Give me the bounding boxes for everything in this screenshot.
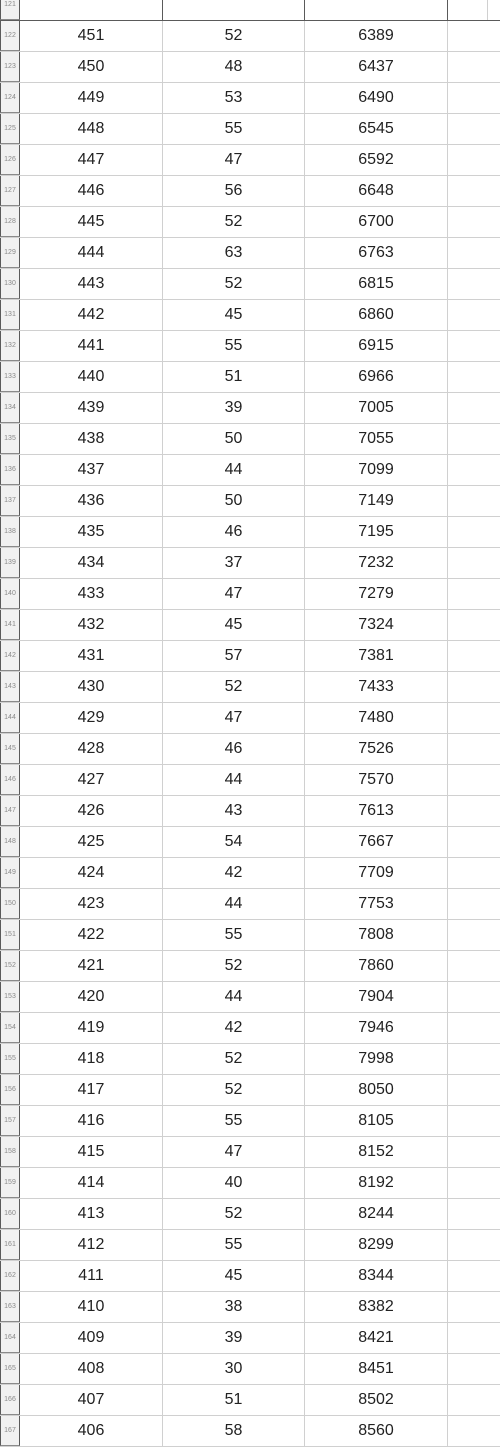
cell-empty[interactable] xyxy=(448,1044,500,1074)
table-row xyxy=(0,1013,500,1044)
cell-count[interactable]: 52 xyxy=(163,269,305,299)
cell-count[interactable]: 63 xyxy=(163,238,305,268)
row-header[interactable]: 146 xyxy=(0,765,20,795)
row-header[interactable]: 158 xyxy=(0,1137,20,1167)
row-header[interactable]: 151 xyxy=(0,920,20,950)
cell-count[interactable]: 46 xyxy=(163,517,305,547)
cell-cumulative[interactable]: 7279 xyxy=(305,579,448,609)
cell-count[interactable]: 47 xyxy=(163,145,305,175)
cell-count[interactable]: 50 xyxy=(163,424,305,454)
cell-cumulative[interactable]: 7613 xyxy=(305,796,448,826)
table-row xyxy=(0,1137,500,1168)
cell-score[interactable]: 434 xyxy=(20,548,163,578)
cell-empty[interactable] xyxy=(448,176,500,206)
table-row xyxy=(0,21,500,52)
row-header[interactable]: 121 xyxy=(0,0,20,20)
cell-cumulative[interactable]: 8152 xyxy=(305,1137,448,1167)
cell-cumulative[interactable]: 7099 xyxy=(305,455,448,485)
cell-count[interactable]: 53 xyxy=(163,83,305,113)
table-row xyxy=(0,827,500,858)
cell-empty[interactable] xyxy=(448,1416,500,1446)
cell-empty[interactable] xyxy=(448,486,500,516)
cell-count[interactable]: 51 xyxy=(163,362,305,392)
cell-cumulative[interactable]: 8344 xyxy=(305,1261,448,1291)
cell-empty[interactable] xyxy=(448,1230,500,1260)
row-header[interactable]: 145 xyxy=(0,734,20,764)
cell-count[interactable]: 44 xyxy=(163,455,305,485)
table-row xyxy=(0,672,500,703)
cell-empty[interactable] xyxy=(448,1168,500,1198)
table-row xyxy=(0,83,500,114)
table-row xyxy=(0,486,500,517)
cell-count[interactable]: 50 xyxy=(163,486,305,516)
table-row xyxy=(0,0,500,21)
cell-score[interactable]: 424 xyxy=(20,858,163,888)
table-row xyxy=(0,703,500,734)
cell-score[interactable]: 414 xyxy=(20,1168,163,1198)
cell-count[interactable]: 57 xyxy=(163,641,305,671)
cell-empty[interactable] xyxy=(448,951,500,981)
table-row xyxy=(0,579,500,610)
cell-cumulative[interactable]: 7753 xyxy=(305,889,448,919)
cell-cumulative[interactable]: 8050 xyxy=(305,1075,448,1105)
row-header[interactable]: 162 xyxy=(0,1261,20,1291)
cell-cumulative[interactable]: 6437 xyxy=(305,52,448,82)
cell-score[interactable]: 406 xyxy=(20,1416,163,1446)
table-row xyxy=(0,889,500,920)
cell-count[interactable]: 45 xyxy=(163,1261,305,1291)
row-header[interactable]: 148 xyxy=(0,827,20,857)
table-row xyxy=(0,548,500,579)
row-header[interactable]: 159 xyxy=(0,1168,20,1198)
cell-count[interactable]: 39 xyxy=(163,393,305,423)
cell-empty[interactable] xyxy=(448,83,500,113)
cell-score[interactable]: 431 xyxy=(20,641,163,671)
cell-score[interactable]: 411 xyxy=(20,1261,163,1291)
cell-score[interactable]: 446 xyxy=(20,176,163,206)
table-row xyxy=(0,52,500,83)
cell-empty[interactable] xyxy=(448,517,500,547)
cell-count[interactable]: 45 xyxy=(163,300,305,330)
table-row xyxy=(0,734,500,765)
row-header[interactable]: 124 xyxy=(0,83,20,113)
cell-empty[interactable] xyxy=(448,455,500,485)
cell-count[interactable]: 51 xyxy=(163,1385,305,1415)
table-row xyxy=(0,1199,500,1230)
cell-empty[interactable] xyxy=(448,579,500,609)
cell-count[interactable]: 39 xyxy=(163,1323,305,1353)
table-row xyxy=(0,114,500,145)
cell-cumulative[interactable]: 8451 xyxy=(305,1354,448,1384)
cell-count[interactable]: 52 xyxy=(163,207,305,237)
cell-cumulative[interactable]: 7381 xyxy=(305,641,448,671)
cell-count[interactable]: 40 xyxy=(163,1168,305,1198)
row-header[interactable]: 161 xyxy=(0,1230,20,1260)
row-header[interactable]: 144 xyxy=(0,703,20,733)
cell-empty[interactable] xyxy=(448,300,500,330)
cell-empty[interactable] xyxy=(448,145,500,175)
row-header[interactable]: 143 xyxy=(0,672,20,702)
table-row xyxy=(0,145,500,176)
cell-count[interactable]: 52 xyxy=(163,672,305,702)
table-row xyxy=(0,858,500,889)
row-header[interactable]: 131 xyxy=(0,300,20,330)
cell-count[interactable] xyxy=(163,0,305,20)
cell-score[interactable]: 429 xyxy=(20,703,163,733)
row-header[interactable]: 129 xyxy=(0,238,20,268)
cell-empty[interactable] xyxy=(448,362,500,392)
row-header[interactable]: 138 xyxy=(0,517,20,547)
cell-score[interactable]: 419 xyxy=(20,1013,163,1043)
cell-empty[interactable] xyxy=(448,21,500,51)
table-row xyxy=(0,517,500,548)
cell-count[interactable]: 30 xyxy=(163,1354,305,1384)
row-header[interactable]: 147 xyxy=(0,796,20,826)
table-row xyxy=(0,1385,500,1416)
row-header[interactable]: 122 xyxy=(0,21,20,51)
cell-cumulative[interactable]: 7946 xyxy=(305,1013,448,1043)
cell-empty[interactable] xyxy=(448,207,500,237)
cell-score[interactable]: 422 xyxy=(20,920,163,950)
cell-score[interactable]: 443 xyxy=(20,269,163,299)
cell-score[interactable]: 426 xyxy=(20,796,163,826)
cell-score[interactable]: 413 xyxy=(20,1199,163,1229)
cell-empty[interactable] xyxy=(448,238,500,268)
cell-score[interactable]: 412 xyxy=(20,1230,163,1260)
cell-cumulative[interactable]: 8560 xyxy=(305,1416,448,1446)
cell-count[interactable]: 52 xyxy=(163,1075,305,1105)
row-header[interactable]: 139 xyxy=(0,548,20,578)
cell-empty[interactable] xyxy=(448,1137,500,1167)
row-header[interactable]: 126 xyxy=(0,145,20,175)
cell-count[interactable]: 52 xyxy=(163,951,305,981)
cell-count[interactable]: 52 xyxy=(163,1044,305,1074)
cell-empty[interactable] xyxy=(448,114,500,144)
cell-cumulative[interactable]: 7570 xyxy=(305,765,448,795)
cell-cumulative[interactable]: 7149 xyxy=(305,486,448,516)
row-header[interactable]: 167 xyxy=(0,1416,20,1446)
cell-score[interactable]: 420 xyxy=(20,982,163,1012)
cell-empty[interactable] xyxy=(448,827,500,857)
cell-score[interactable]: 438 xyxy=(20,424,163,454)
cell-empty[interactable] xyxy=(448,796,500,826)
cell-empty[interactable] xyxy=(448,982,500,1012)
row-header[interactable]: 166 xyxy=(0,1385,20,1415)
cell-score[interactable]: 447 xyxy=(20,145,163,175)
cell-count[interactable]: 47 xyxy=(163,579,305,609)
cell-cumulative[interactable]: 7195 xyxy=(305,517,448,547)
table-row xyxy=(0,1106,500,1137)
table-row xyxy=(0,238,500,269)
row-header[interactable]: 125 xyxy=(0,114,20,144)
cell-count[interactable]: 44 xyxy=(163,889,305,919)
table-row xyxy=(0,641,500,672)
cell-count[interactable]: 52 xyxy=(163,21,305,51)
table-row xyxy=(0,951,500,982)
row-header[interactable]: 135 xyxy=(0,424,20,454)
cell-cumulative[interactable]: 8105 xyxy=(305,1106,448,1136)
cell-empty[interactable] xyxy=(448,641,500,671)
row-header[interactable]: 164 xyxy=(0,1323,20,1353)
table-row xyxy=(0,176,500,207)
cell-score[interactable]: 408 xyxy=(20,1354,163,1384)
table-row xyxy=(0,1044,500,1075)
table-row xyxy=(0,362,500,393)
cell-count[interactable]: 55 xyxy=(163,331,305,361)
row-header[interactable]: 155 xyxy=(0,1044,20,1074)
cell-empty[interactable] xyxy=(448,610,500,640)
row-header[interactable]: 150 xyxy=(0,889,20,919)
cell-empty[interactable] xyxy=(448,52,500,82)
cell-cumulative[interactable]: 7324 xyxy=(305,610,448,640)
cell-score[interactable]: 437 xyxy=(20,455,163,485)
cell-cumulative[interactable]: 7526 xyxy=(305,734,448,764)
table-row xyxy=(0,765,500,796)
cell-empty[interactable] xyxy=(448,331,500,361)
table-row xyxy=(0,920,500,951)
cell-score[interactable]: 435 xyxy=(20,517,163,547)
cell-score[interactable]: 445 xyxy=(20,207,163,237)
cell-count[interactable]: 55 xyxy=(163,1230,305,1260)
cell-empty[interactable] xyxy=(448,1013,500,1043)
cell-score[interactable]: 436 xyxy=(20,486,163,516)
cell-count[interactable]: 54 xyxy=(163,827,305,857)
table-row xyxy=(0,1230,500,1261)
cell-cumulative[interactable]: 8421 xyxy=(305,1323,448,1353)
table-row xyxy=(0,1354,500,1385)
cell-cumulative[interactable]: 7005 xyxy=(305,393,448,423)
row-header[interactable]: 137 xyxy=(0,486,20,516)
cell-count[interactable]: 42 xyxy=(163,1013,305,1043)
cell-cumulative[interactable]: 7808 xyxy=(305,920,448,950)
cell-score[interactable]: 439 xyxy=(20,393,163,423)
cell-count[interactable]: 46 xyxy=(163,734,305,764)
cell-score[interactable]: 449 xyxy=(20,83,163,113)
cell-score[interactable]: 407 xyxy=(20,1385,163,1415)
cell-empty[interactable] xyxy=(448,269,500,299)
cell-score[interactable]: 440 xyxy=(20,362,163,392)
cell-score[interactable]: 409 xyxy=(20,1323,163,1353)
cell-score[interactable]: 433 xyxy=(20,579,163,609)
cell-cumulative[interactable]: 7480 xyxy=(305,703,448,733)
cell-count[interactable]: 45 xyxy=(163,610,305,640)
row-header[interactable]: 160 xyxy=(0,1199,20,1229)
cell-cumulative[interactable]: 6592 xyxy=(305,145,448,175)
table-row xyxy=(0,393,500,424)
cell-cumulative[interactable]: 6490 xyxy=(305,83,448,113)
row-header[interactable]: 134 xyxy=(0,393,20,423)
cell-empty[interactable] xyxy=(448,1354,500,1384)
cell-score[interactable]: 416 xyxy=(20,1106,163,1136)
table-row xyxy=(0,1261,500,1292)
cell-score[interactable]: 442 xyxy=(20,300,163,330)
cell-empty[interactable] xyxy=(448,765,500,795)
cell-score[interactable]: 418 xyxy=(20,1044,163,1074)
table-row xyxy=(0,1292,500,1323)
table-row xyxy=(0,1075,500,1106)
table-row xyxy=(0,610,500,641)
cell-empty[interactable] xyxy=(448,1385,500,1415)
row-header[interactable]: 154 xyxy=(0,1013,20,1043)
cell-empty[interactable] xyxy=(448,1199,500,1229)
cell-empty[interactable] xyxy=(448,1323,500,1353)
cell-score[interactable]: 444 xyxy=(20,238,163,268)
cell-cumulative[interactable]: 6860 xyxy=(305,300,448,330)
table-row xyxy=(0,1323,500,1354)
cell-score[interactable]: 441 xyxy=(20,331,163,361)
cell-count[interactable]: 52 xyxy=(163,1199,305,1229)
row-header[interactable]: 152 xyxy=(0,951,20,981)
cell-empty[interactable] xyxy=(448,1292,500,1322)
row-header[interactable]: 127 xyxy=(0,176,20,206)
cell-cumulative[interactable]: 8502 xyxy=(305,1385,448,1415)
cell-cumulative[interactable]: 7232 xyxy=(305,548,448,578)
cell-count[interactable]: 55 xyxy=(163,1106,305,1136)
table-row xyxy=(0,424,500,455)
cell-empty[interactable] xyxy=(448,1261,500,1291)
table-row xyxy=(0,207,500,238)
cell-score[interactable]: 410 xyxy=(20,1292,163,1322)
cell-cumulative[interactable]: 6545 xyxy=(305,114,448,144)
row-header[interactable]: 141 xyxy=(0,610,20,640)
table-row xyxy=(0,331,500,362)
cell-count[interactable]: 44 xyxy=(163,765,305,795)
cell-cumulative[interactable] xyxy=(305,0,448,20)
cell-count[interactable]: 42 xyxy=(163,858,305,888)
cell-empty[interactable] xyxy=(448,393,500,423)
table-row xyxy=(0,1416,500,1447)
cell-score[interactable]: 421 xyxy=(20,951,163,981)
cell-count[interactable]: 47 xyxy=(163,1137,305,1167)
cell-cumulative[interactable]: 6915 xyxy=(305,331,448,361)
cell-count[interactable]: 56 xyxy=(163,176,305,206)
row-header[interactable]: 157 xyxy=(0,1106,20,1136)
cell-empty[interactable] xyxy=(448,734,500,764)
cell-score[interactable]: 427 xyxy=(20,765,163,795)
table-row xyxy=(0,796,500,827)
cell-empty[interactable] xyxy=(448,1075,500,1105)
table-row xyxy=(0,269,500,300)
cell-count[interactable]: 47 xyxy=(163,703,305,733)
table-row xyxy=(0,982,500,1013)
cell-score[interactable] xyxy=(20,0,163,20)
row-header[interactable]: 149 xyxy=(0,858,20,888)
cell-cumulative[interactable]: 8244 xyxy=(305,1199,448,1229)
cell-empty[interactable] xyxy=(448,703,500,733)
cell-cumulative[interactable]: 6389 xyxy=(305,21,448,51)
row-header[interactable]: 132 xyxy=(0,331,20,361)
cell-empty[interactable] xyxy=(448,920,500,950)
cell-cumulative[interactable]: 8192 xyxy=(305,1168,448,1198)
cell-empty[interactable] xyxy=(448,858,500,888)
cell-count[interactable]: 38 xyxy=(163,1292,305,1322)
cell-score[interactable]: 448 xyxy=(20,114,163,144)
row-header[interactable]: 165 xyxy=(0,1354,20,1384)
row-header[interactable]: 153 xyxy=(0,982,20,1012)
cell-score[interactable]: 450 xyxy=(20,52,163,82)
row-header[interactable]: 133 xyxy=(0,362,20,392)
cell-empty[interactable] xyxy=(448,548,500,578)
row-header[interactable]: 128 xyxy=(0,207,20,237)
row-header[interactable]: 156 xyxy=(0,1075,20,1105)
cell-cumulative[interactable]: 7667 xyxy=(305,827,448,857)
table-row xyxy=(0,1168,500,1199)
cell-count[interactable]: 44 xyxy=(163,982,305,1012)
cell-score[interactable]: 430 xyxy=(20,672,163,702)
cell-score[interactable]: 432 xyxy=(20,610,163,640)
row-header[interactable]: 123 xyxy=(0,52,20,82)
cell-empty[interactable] xyxy=(448,424,500,454)
cell-empty[interactable] xyxy=(448,0,488,20)
table-row xyxy=(0,455,500,486)
cell-cumulative[interactable]: 6700 xyxy=(305,207,448,237)
cell-cumulative[interactable]: 7998 xyxy=(305,1044,448,1074)
cell-cumulative[interactable]: 7860 xyxy=(305,951,448,981)
cell-score[interactable]: 415 xyxy=(20,1137,163,1167)
cell-score[interactable]: 428 xyxy=(20,734,163,764)
row-header[interactable]: 142 xyxy=(0,641,20,671)
cell-score[interactable]: 425 xyxy=(20,827,163,857)
cell-cumulative[interactable]: 6648 xyxy=(305,176,448,206)
cell-empty[interactable] xyxy=(448,1106,500,1136)
cell-count[interactable]: 37 xyxy=(163,548,305,578)
cell-cumulative[interactable]: 7904 xyxy=(305,982,448,1012)
table-row xyxy=(0,300,500,331)
cell-count[interactable]: 58 xyxy=(163,1416,305,1446)
cell-score[interactable]: 451 xyxy=(20,21,163,51)
cell-count[interactable]: 48 xyxy=(163,52,305,82)
row-header[interactable]: 140 xyxy=(0,579,20,609)
cell-count[interactable]: 43 xyxy=(163,796,305,826)
cell-cumulative[interactable]: 8299 xyxy=(305,1230,448,1260)
cell-cumulative[interactable]: 6815 xyxy=(305,269,448,299)
cell-cumulative[interactable]: 6763 xyxy=(305,238,448,268)
cell-cumulative[interactable]: 8382 xyxy=(305,1292,448,1322)
cell-count[interactable]: 55 xyxy=(163,114,305,144)
cell-cumulative[interactable]: 6966 xyxy=(305,362,448,392)
row-header[interactable]: 136 xyxy=(0,455,20,485)
cell-count[interactable]: 55 xyxy=(163,920,305,950)
cell-cumulative[interactable]: 7433 xyxy=(305,672,448,702)
cell-score[interactable]: 423 xyxy=(20,889,163,919)
cell-cumulative[interactable]: 7055 xyxy=(305,424,448,454)
row-header[interactable]: 130 xyxy=(0,269,20,299)
cell-cumulative[interactable]: 7709 xyxy=(305,858,448,888)
cell-empty[interactable] xyxy=(448,672,500,702)
cell-score[interactable]: 417 xyxy=(20,1075,163,1105)
cell-empty[interactable] xyxy=(448,889,500,919)
row-header[interactable]: 163 xyxy=(0,1292,20,1322)
